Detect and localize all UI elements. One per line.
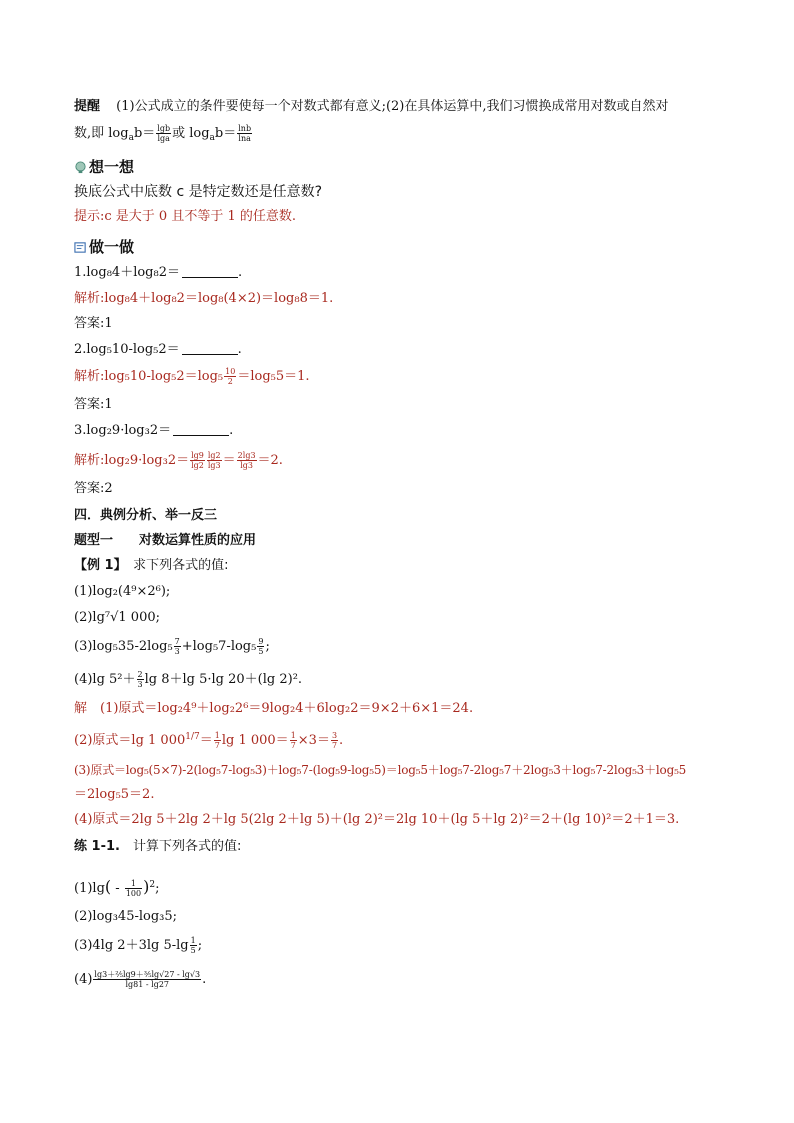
practice-a3: 解析:log₂9·log₃2＝ $\frac{\lg 9}{\lg 2}$ $\frac{\lg 2}{\lg 3}$ ＝ $\frac{2\lg 3}{\lg 3}$ ＝2. bbox=[74, 451, 283, 470]
practice-q3: 3.log₂9·log₃2＝ . bbox=[74, 423, 234, 438]
subscript-a: a bbox=[128, 133, 134, 143]
think-question: 换底公式中底数 c 是特定数还是任意数? bbox=[74, 184, 323, 200]
example-item-4: (4)lg 5²＋ $\frac{2}{3}$ lg 8＋lg 5·lg 20＋(lg 2)². bbox=[74, 670, 303, 689]
fraction: $\frac{1}{100}$ bbox=[125, 879, 142, 898]
practice-ans2: 答案:1 bbox=[74, 397, 113, 412]
example-item-2: (2)lg⁷√1 000; bbox=[74, 610, 160, 625]
solution-2: (2)原式＝lg 1 $000^{1/7}=$ $\frac{1}{7}$ lg 1 000＝ $\frac{1}{7}$ ×3＝ $\frac{3}{7}$ . bbox=[74, 731, 344, 750]
solution-1: 解 (1)原式＝log₂4⁹＋log₂2⁶＝9log₂4＋6log₂2＝9×2＋6×1＝24. bbox=[74, 701, 474, 716]
section-topic: 题型一 对数运算性质的应用 bbox=[74, 533, 257, 548]
answer-blank bbox=[182, 342, 238, 355]
exercise-item-2: (2)log₃45-log₃5; bbox=[74, 909, 178, 924]
exercise-item-4: (4) $\frac{\text{lg3＋⅖lg9＋⅗lg√27 - lg√3}}{\lg 81 - \lg 27}$ . bbox=[74, 970, 207, 989]
fraction-lnb-lna: $\frac{\ln b}{\ln a}$ bbox=[238, 124, 252, 143]
reminder-label: 提醒 bbox=[74, 99, 101, 114]
fraction: $\frac{3}{7}$ bbox=[331, 731, 338, 750]
think-hint: 提示:c 是大于 0 且不等于 1 的任意数. bbox=[74, 209, 296, 224]
practice-ans1: 答案:1 bbox=[74, 316, 113, 331]
reminder-text-1: (1)公式成立的条件要使每一个对数式都有意义;(2)在具体运算中,我们习惯换成常用对数或自然对 bbox=[116, 99, 669, 114]
example-item-1: (1)log₂(4⁹×2⁶); bbox=[74, 584, 171, 599]
exercise-item-3: (3)4lg 2＋3lg 5-lg $\frac{1}{5}$ ; bbox=[74, 936, 203, 955]
fraction: $\frac{1}{7}$ bbox=[214, 731, 220, 750]
solution-3b: ＝2log₅5＝2. bbox=[74, 787, 155, 802]
fraction-10-2: $\frac{10}{2}$ bbox=[225, 367, 236, 386]
fraction: $\frac{\lg 9}{\lg 2}$ bbox=[191, 451, 204, 470]
exercise-item-1: (1)lg( - $\frac{1}{100}$ )$^2$; bbox=[74, 877, 160, 898]
reminder-text-2b: 或 log bbox=[172, 126, 210, 141]
fraction: $\frac{1}{5}$ bbox=[190, 936, 196, 955]
practice-a1: 解析:log₈4＋log₈2＝log₈(4×2)＝log₈8＝1. bbox=[74, 291, 334, 306]
pencil-note-icon bbox=[74, 241, 87, 254]
practice-heading: 做一做 bbox=[74, 238, 134, 256]
solution-3a: (3)原式＝log₅(5×7)-2(log₅7-log₅3)＋log₅7-(log₅9-log₅5)＝log₅5＋log₅7-2log₅7＋2log₅3＋log₅7-2log₅3＋log₅5 bbox=[74, 763, 687, 777]
practice-ans3: 答案:2 bbox=[74, 481, 113, 496]
answer-blank bbox=[173, 423, 229, 436]
reminder-line-2: 数,即 $\log_ab=$ $\frac{\lg b}{\lg a}$ 或 $\log_ab=$ $\frac{\ln b}{\ln a}$ bbox=[74, 124, 252, 143]
practice-q1: 1.log₈4＋log₈2＝ . bbox=[74, 265, 243, 280]
exercise-heading: 练 1-1. 计算下列各式的值: bbox=[74, 839, 242, 854]
example-heading: 【例 1】 求下列各式的值: bbox=[74, 558, 229, 573]
section-title: 四．典例分析、举一反三 bbox=[74, 508, 218, 523]
lightbulb-icon bbox=[74, 161, 87, 174]
fraction: $\frac{9}{5}$ bbox=[258, 637, 264, 656]
practice-a2: 解析:log₅10-log₅2＝log₅ $\frac{10}{2}$ ＝log₅5＝1. bbox=[74, 367, 310, 386]
reminder-text-2a: 数,即 log bbox=[74, 126, 129, 141]
fraction: $\frac{7}{3}$ bbox=[174, 637, 180, 656]
fraction: $\frac{1}{7}$ bbox=[290, 731, 296, 750]
fraction-complex: $\frac{\text{lg3＋⅖lg9＋⅗lg√27 - lg√3}}{\lg 81 - \lg 27}$ bbox=[94, 970, 201, 989]
answer-blank bbox=[182, 265, 238, 278]
practice-q2: 2.log₅10-log₅2＝ . bbox=[74, 342, 242, 357]
example-item-3: (3)log₅35-2log₅ $\frac{7}{3}$ +log₅7-log₅ $\frac{9}{5}$ ; bbox=[74, 637, 270, 656]
solution-4: (4)原式＝2lg 5＋2lg 2＋lg 5(2lg 2＋lg 5)＋(lg 2)²＝2lg 10＋(lg 5＋lg 2)²＝2＋(lg 10)²＝2＋1＝3. bbox=[74, 812, 680, 827]
think-heading: 想一想 bbox=[74, 158, 134, 176]
fraction-lgb-lga: $\frac{\lg b}{\lg a}$ bbox=[157, 124, 171, 143]
fraction: $\frac{2}{3}$ bbox=[137, 670, 143, 689]
fraction: $\frac{2\lg 3}{\lg 3}$ bbox=[237, 451, 256, 470]
fraction: $\frac{\lg 2}{\lg 3}$ bbox=[207, 451, 221, 470]
reminder-line-1 bbox=[74, 98, 669, 116]
